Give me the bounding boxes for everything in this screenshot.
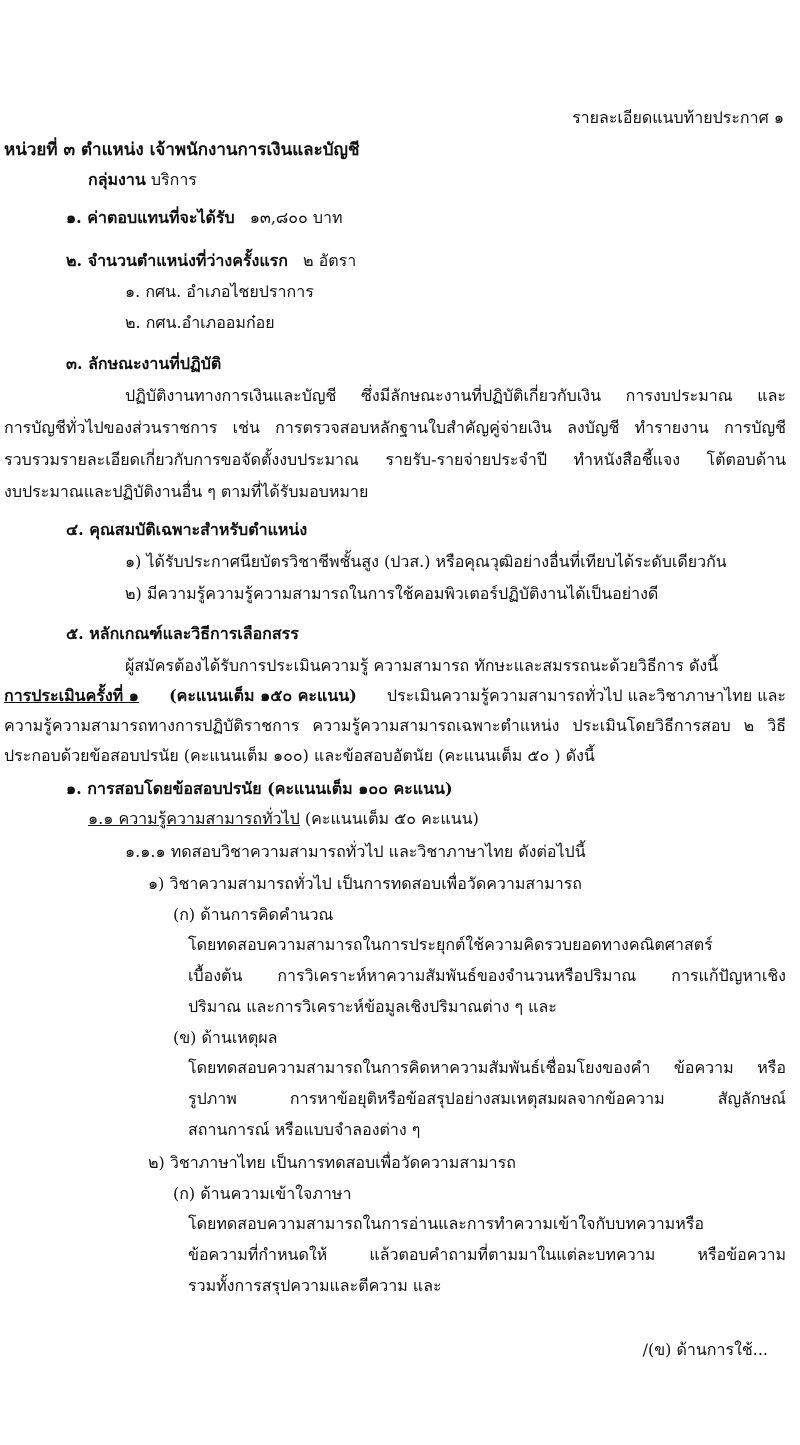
position-title: หน่วยที่ ๓ ตำแหน่ง เจ้าพนักงานการเงินและบัญชี	[4, 140, 360, 160]
thai-heading: ๒) วิชาภาษาไทย เป็นการทดสอบเพื่อวัดความสามารถ	[148, 1153, 516, 1172]
qualifications-heading: ๔. คุณสมบัติเฉพาะสำหรับตำแหน่ง	[66, 520, 308, 539]
vacancies-heading: ๒. จำนวนตำแหน่งที่ว่างครั้งแรก	[66, 251, 288, 270]
objective-exam-heading: ๑. การสอบโดยข้อสอบปรนัย (คะแนนเต็ม ๑๐๐ คะแนน)	[66, 779, 453, 798]
calculation-heading: (ก) ด้านการคิดคำนวณ	[173, 905, 334, 924]
reasoning-line: โดยทดสอบความสามารถในการคิดหาความสัมพันธ์เชื่อมโยงของคำ ข้อความ หรือ	[188, 1058, 786, 1077]
job-description-line: รวบรวมรายละเอียดเกี่ยวกับการขอจัดตั้งงบประมาณ รายรับ-รายจ่ายประจำปี ทำหนังสือชี้แจง โต้ตอบด้าน	[4, 450, 786, 469]
comprehension-line: รวมทั้งการสรุปความและตีความ และ	[188, 1276, 442, 1295]
reasoning-line: รูปภาพ การหาข้อยุติหรือข้อสรุปอย่างสมเหตุสมผลจากข้อความ สัญลักษณ์	[188, 1089, 786, 1108]
compensation-heading: ๑. ค่าตอบแทนที่จะได้รับ	[66, 208, 235, 227]
reasoning-line: สถานการณ์ หรือแบบจำลองต่าง ๆ	[188, 1120, 421, 1139]
general-knowledge-score: (คะแนนเต็ม ๕๐ คะแนน)	[304, 809, 479, 828]
round1-desc-line: ประกอบด้วยข้อสอบปรนัย (คะแนนเต็ม ๑๐๐) และข้อสอบอัตนัย (คะแนนเต็ม ๕๐ ) ดังนี้	[4, 746, 595, 765]
vacancies-value: ๒ อัตรา	[303, 251, 357, 270]
general-knowledge-row	[88, 809, 479, 829]
qualification-item: ๒) มีความรู้ความรู้ความสามารถในการใช้คอมพิวเตอร์ปฏิบัติงานได้เป็นอย่างดี	[125, 584, 659, 603]
comprehension-heading: (ก) ด้านความเข้าใจภาษา	[173, 1184, 352, 1203]
job-group-value: บริการ	[150, 170, 197, 189]
aptitude-heading: ๑) วิชาความสามารถทั่วไป เป็นการทดสอบเพื่อวัดความสามารถ	[148, 874, 582, 893]
selection-heading: ๕. หลักเกณฑ์และวิธีการเลือกสรร	[66, 624, 299, 643]
vacancy-location: ๒. กศน.อำเภออมก๋อย	[125, 313, 275, 332]
compensation-row	[66, 208, 343, 228]
job-description-line: ปฏิบัติงานทางการเงินและบัญชี ซึ่งมีลักษณะงานที่ปฏิบัติเกี่ยวกับเงิน การงบประมาณ และ	[125, 386, 786, 405]
job-description-line: การบัญชีทั่วไปของส่วนราชการ เช่น การตรวจสอบหลักฐานใบสำคัญคู่จ่ายเงิน ลงบัญชี ทำรายงาน การบัญชี	[4, 418, 786, 437]
vacancy-location: ๑. กศน. อำเภอไชยปราการ	[125, 282, 314, 301]
general-knowledge-label: ๑.๑ ความรู้ความสามารถทั่วไป	[88, 809, 300, 828]
job-description-line: งบประมาณและปฏิบัติงานอื่น ๆ ตามที่ได้รับมอบหมาย	[4, 482, 369, 501]
round1-score: (คะแนนเต็ม ๑๕๐ คะแนน)	[169, 686, 357, 705]
round1-desc-line: ความรู้ความสามารถทางการปฏิบัติราชการ ความรู้ความสามารถเฉพาะตำแหน่ง ประเมินโดยวิธีการสอบ ๒ วิธี	[4, 716, 786, 735]
reasoning-heading: (ข) ด้านเหตุผล	[173, 1028, 278, 1047]
job-group-label: กลุ่มงาน	[88, 170, 146, 189]
selection-intro: ผู้สมัครต้องได้รับการประเมินความรู้ ความสามารถ ทักษะและสมรรถนะด้วยวิธีการ ดังนี้	[125, 656, 719, 675]
comprehension-line: ข้อความที่กำหนดให้ แล้วตอบคำถามที่ตามมาในแต่ละบทความ หรือข้อความ	[188, 1245, 786, 1264]
round1-line	[4, 686, 786, 706]
comprehension-line: โดยทดสอบความสามารถในการอ่านและการทำความเข้าใจกับบทความหรือ	[188, 1214, 704, 1233]
continued-note: /(ข) ด้านการใช้...	[642, 1340, 768, 1359]
general-test-line: ๑.๑.๑ ทดสอบวิชาความสามารถทั่วไป และวิชาภาษาไทย ดังต่อไปนี้	[125, 842, 586, 861]
qualification-item: ๑) ได้รับประกาศนียบัตรวิชาชีพชั้นสูง (ปวส.) หรือคุณวุฒิอย่างอื่นที่เทียบได้ระดับเดียวกัน	[125, 552, 727, 571]
round1-text: ประเมินความรู้ความสามารถทั่วไป และวิชาภาษาไทย และ	[386, 686, 786, 705]
calculation-line: เบื้องต้น การวิเคราะห์หาความสัมพันธ์ของจำนวนหรือปริมาณ การแก้ปัญหาเชิง	[188, 966, 786, 985]
round1-label: การประเมินครั้งที่ ๑	[4, 686, 139, 705]
job-group	[88, 170, 197, 190]
calculation-line: ปริมาณ และการวิเคราะห์ข้อมูลเชิงปริมาณต่าง ๆ และ	[188, 997, 557, 1016]
compensation-value: ๑๓,๘๐๐ บาท	[249, 208, 343, 227]
calculation-line: โดยทดสอบความสามารถในการประยุกต์ใช้ความคิดรวบยอดทางคณิตศาสตร์	[188, 935, 713, 954]
attachment-label: รายละเอียดแนบท้ายประกาศ ๑	[572, 108, 784, 127]
vacancies-row	[66, 251, 356, 271]
job-description-heading: ๓. ลักษณะงานที่ปฏิบัติ	[66, 354, 222, 373]
